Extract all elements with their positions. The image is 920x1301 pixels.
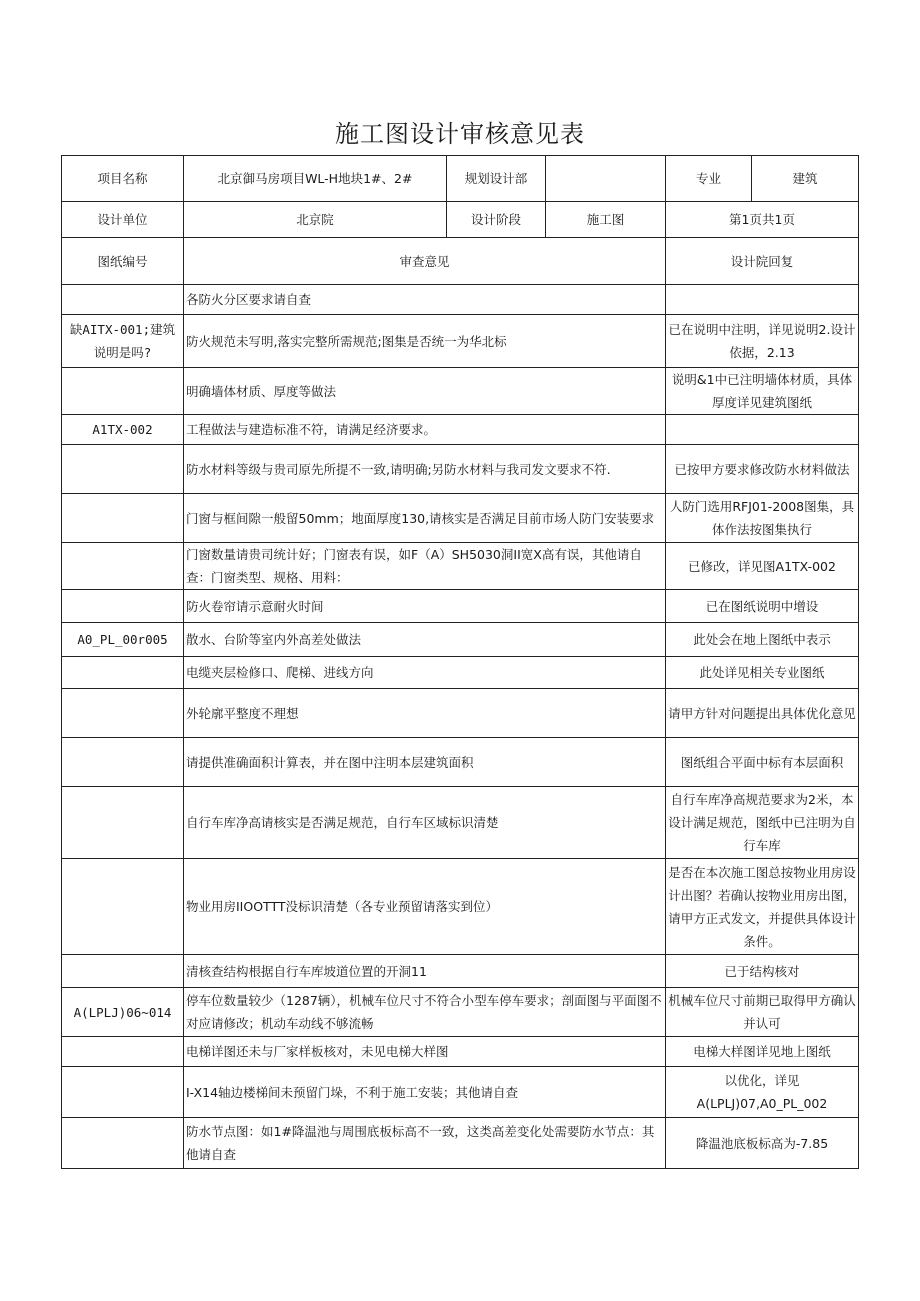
review-opinion: 电梯详图还未与厂家样板核对，未见电梯大样图 [184,1037,666,1067]
design-reply: 已修改，详见图A1TX-002 [666,543,859,590]
project-value: 北京御马房项目WL-H地块1#、2# [184,156,447,202]
drawing-code [62,368,184,415]
review-opinion: I-X14轴边楼梯间未预留门垛，不利于施工安装；其他请自查 [184,1067,666,1118]
header-row-project [62,156,859,202]
drawing-code: 缺AITX-001;建筑说明是吗? [62,315,184,368]
design-reply: 说明&1中已注明墙体材质，具体厚度详见建筑图纸 [666,368,859,415]
drawing-code [62,738,184,787]
col-drawing-header: 图纸编号 [62,238,184,285]
design-reply: 图纸组合平面中标有本层面积 [666,738,859,787]
drawing-code [62,1118,184,1169]
drawing-code [62,689,184,738]
review-opinion: 自行车库净高请核实是否满足规范，自行车区域标识清楚 [184,787,666,859]
design-reply: 此处详见相关专业图纸 [666,657,859,689]
review-opinion: 防水节点图：如1#降温池与周围底板标高不一致，这类高差变化处需要防水节点：其他请自查 [184,1118,666,1169]
review-opinion: 防水材料等级与贵司原先所提不一致,请明确;另防水材料与我司发文要求不符. [184,445,666,494]
table-row [62,590,859,623]
design-reply [666,415,859,445]
design-reply: 机械车位尺寸前期已取得甲方确认并认可 [666,988,859,1037]
design-unit-value: 北京院 [184,202,447,238]
design-reply: 已按甲方要求修改防水材料做法 [666,445,859,494]
review-opinion: 防火卷帘请示意耐火时间 [184,590,666,623]
planning-value [546,156,666,202]
design-reply: 是否在本次施工图总按物业用房设计出图？若确认按物业用房出图，请甲方正式发文，并提供具体设计条件。 [666,859,859,955]
drawing-code [62,1037,184,1067]
drawing-code [62,787,184,859]
col-opinion-header: 审查意见 [184,238,666,285]
drawing-code [62,955,184,988]
design-reply: 自行车库净高规范要求为2米，本设计满足规范，图纸中已注明为自行车库 [666,787,859,859]
table-row [62,689,859,738]
review-opinion: 门窗数量请贵司统计好；门窗表有误，如F（A）SH5030洞II宽X高有误，其他请自查：门窗类型、规格、用料： [184,543,666,590]
table-row [62,285,859,315]
table-row [62,623,859,657]
drawing-code [62,859,184,955]
table-row [62,657,859,689]
drawing-code [62,657,184,689]
design-reply: 已在说明中注明，详见说明2.设计依据，2.13 [666,315,859,368]
planning-label: 规划设计部 [447,156,546,202]
stage-value: 施工图 [546,202,666,238]
design-reply: 以优化，详见A(LPLJ)07,A0_PL_002 [666,1067,859,1118]
design-reply: 已于结构核对 [666,955,859,988]
review-opinion: 明确墙体材质、厚度等做法 [184,368,666,415]
review-opinion: 工程做法与建造标准不符，请满足经济要求。 [184,415,666,445]
table-row [62,738,859,787]
design-reply: 降温池底板标高为-7.85 [666,1118,859,1169]
drawing-code [62,590,184,623]
review-opinion: 请提供准确面积计算表，并在图中注明本层建筑面积 [184,738,666,787]
review-opinion: 门窗与框间隙一般留50mm；地面厚度130,请核实是否满足目前市场人防门安装要求 [184,494,666,543]
review-table [61,155,859,1169]
design-unit-label: 设计单位 [62,202,184,238]
table-row [62,955,859,988]
review-opinion: 防火规范未写明,落实完整所需规范;图集是否统一为华北标 [184,315,666,368]
review-opinion: 外轮廓平整度不理想 [184,689,666,738]
drawing-code: A(LPLJ)06~014 [62,988,184,1037]
design-reply: 请甲方针对问题提出具体优化意见 [666,689,859,738]
drawing-code: A1TX-002 [62,415,184,445]
drawing-code: A0_PL_00r005 [62,623,184,657]
design-reply: 此处会在地上图纸中表示 [666,623,859,657]
review-opinion: 物业用房IIOOTTT没标识清楚（各专业预留请落实到位） [184,859,666,955]
header-row-columns [62,238,859,285]
table-row [62,415,859,445]
table-row [62,315,859,368]
table-row [62,787,859,859]
review-opinion: 散水、台阶等室内外高差处做法 [184,623,666,657]
page-title: 施工图设计审核意见表 [335,120,585,148]
drawing-code [62,445,184,494]
drawing-code [62,1067,184,1118]
table-row [62,1067,859,1118]
table-row [62,543,859,590]
review-opinion: 电缆夹层检修口、爬梯、进线方向 [184,657,666,689]
review-opinion: 各防火分区要求请自查 [184,285,666,315]
table-row [62,1037,859,1067]
stage-label: 设计阶段 [447,202,546,238]
design-reply: 已在图纸说明中增设 [666,590,859,623]
table-row [62,988,859,1037]
design-reply: 电梯大样图详见地上图纸 [666,1037,859,1067]
table-row [62,368,859,415]
table-row [62,1118,859,1169]
drawing-code [62,285,184,315]
col-reply-header: 设计院回复 [666,238,859,285]
project-label: 项目名称 [62,156,184,202]
table-row [62,859,859,955]
table-row [62,445,859,494]
design-reply [666,285,859,315]
table-row [62,494,859,543]
page-info: 第1页共1页 [666,202,859,238]
drawing-code [62,543,184,590]
review-opinion: 清核查结构根据自行车库坡道位置的开洞11 [184,955,666,988]
header-row-design [62,202,859,238]
drawing-code [62,494,184,543]
review-opinion: 停车位数量较少（1287辆），机械车位尺寸不符合小型车停车要求；剖面图与平面图不对应请修改；机动车动线不够流畅 [184,988,666,1037]
design-reply: 人防门选用RFJ01-2008图集，具体作法按图集执行 [666,494,859,543]
major-value: 建筑 [752,156,859,202]
major-label: 专业 [666,156,752,202]
